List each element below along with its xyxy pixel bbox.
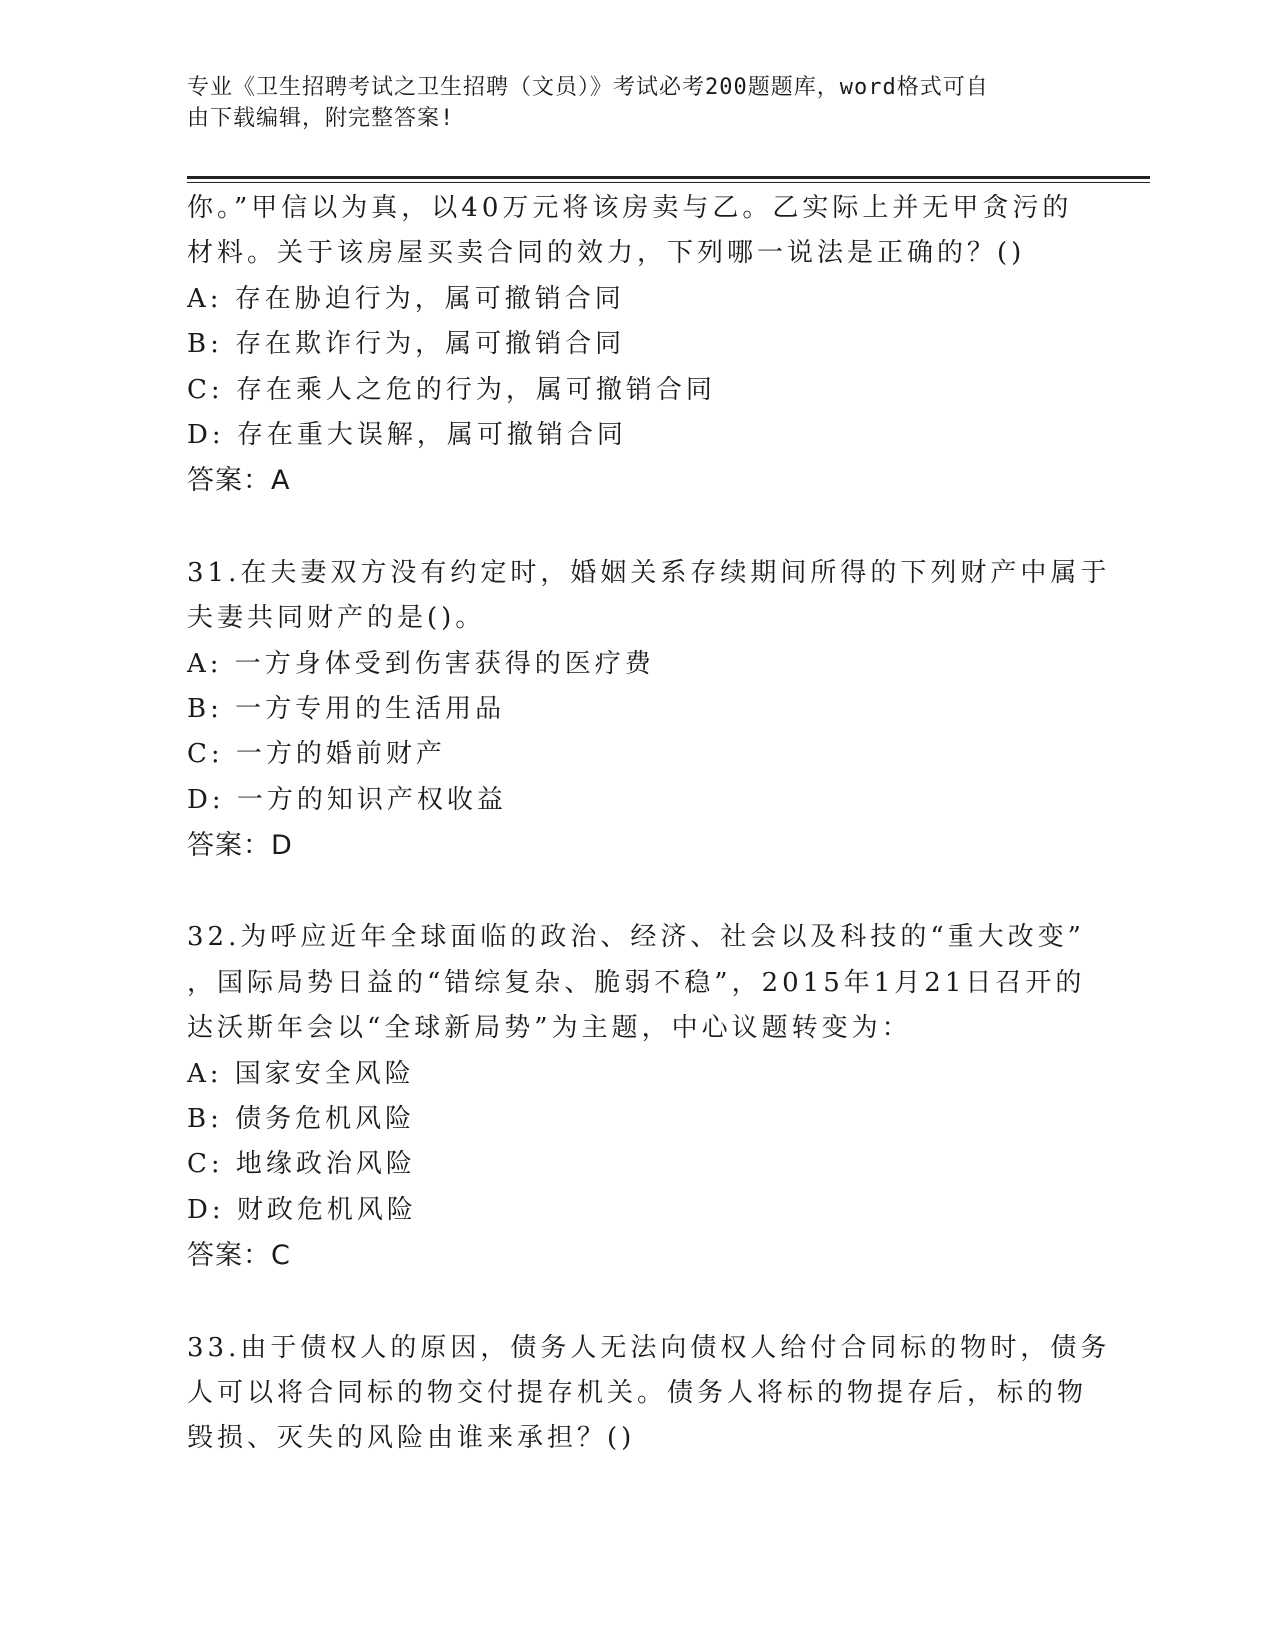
question-text-line: 达沃斯年会以“全球新局势”为主题，中心议题转变为： [187,1013,912,1044]
question-33 [187,1326,1111,1462]
option-b: B: 存在欺诈行为，属可撤销合同 [187,329,626,360]
answer-label: 答案：D [187,830,293,862]
option-a: A: 一方身体受到伤害获得的医疗费 [187,648,655,679]
question-text-line: 32.为呼应近年全球面临的政治、经济、社会以及科技的“重大改变” [187,922,1085,953]
option-a: A: 存在胁迫行为，属可撤销合同 [187,283,625,314]
question-text-line: 人可以将合同标的物交付提存机关。债务人将标的物提存后，标的物 [187,1377,1088,1408]
header-title-line-1: 专业《卫生招聘考试之卫生招聘（文员）》考试必考200题题库，word格式可自 [187,75,989,100]
option-d: D: 财政危机风险 [187,1194,417,1225]
option-a: A: 国家安全风险 [187,1058,415,1089]
option-b: B: 债务危机风险 [187,1104,416,1135]
document-body [187,186,1111,1462]
question-31 [187,551,1111,869]
header-divider-thick [187,176,1150,179]
option-c: C: 存在乘人之危的行为，属可撤销合同 [187,374,716,405]
answer-label: 答案：C [187,1240,291,1272]
option-b: B: 一方专用的生活用品 [187,693,506,724]
question-text-line: 33.由于债权人的原因，债务人无法向债权人给付合同标的物时，债务 [187,1332,1111,1363]
document-header [187,72,1067,134]
answer-label: 答案：A [187,465,291,497]
spacer [187,504,1087,551]
option-c: C: 地缘政治风险 [187,1149,416,1180]
question-text-line: 材料。关于该房屋买卖合同的效力，下列哪一说法是正确的？() [187,238,1026,269]
option-d: D: 一方的知识产权收益 [187,784,507,815]
header-title-line-2: 由下载编辑，附完整答案! [187,106,455,131]
question-text-line: ，国际局势日益的“错综复杂、脆弱不稳”，2015年1月21日召开的 [187,967,1086,998]
question-text-line: 毁损、灭失的风险由谁来承担？() [187,1423,636,1454]
option-c: C: 一方的婚前财产 [187,739,446,770]
question-32 [187,915,1087,1278]
spacer [187,1279,1087,1326]
question-text-line: 夫妻共同财产的是()。 [187,603,486,634]
header-divider-thin [187,182,1150,183]
question-30 [187,186,1087,504]
spacer [187,868,1087,915]
question-text-line: 31.在夫妻双方没有约定时，婚姻关系存续期间所得的下列财产中属于 [187,557,1111,588]
question-text-line: 你。”甲信以为真，以40万元将该房卖与乙。乙实际上并无甲贪污的 [187,193,1073,223]
option-d: D: 存在重大误解，属可撤销合同 [187,419,627,450]
